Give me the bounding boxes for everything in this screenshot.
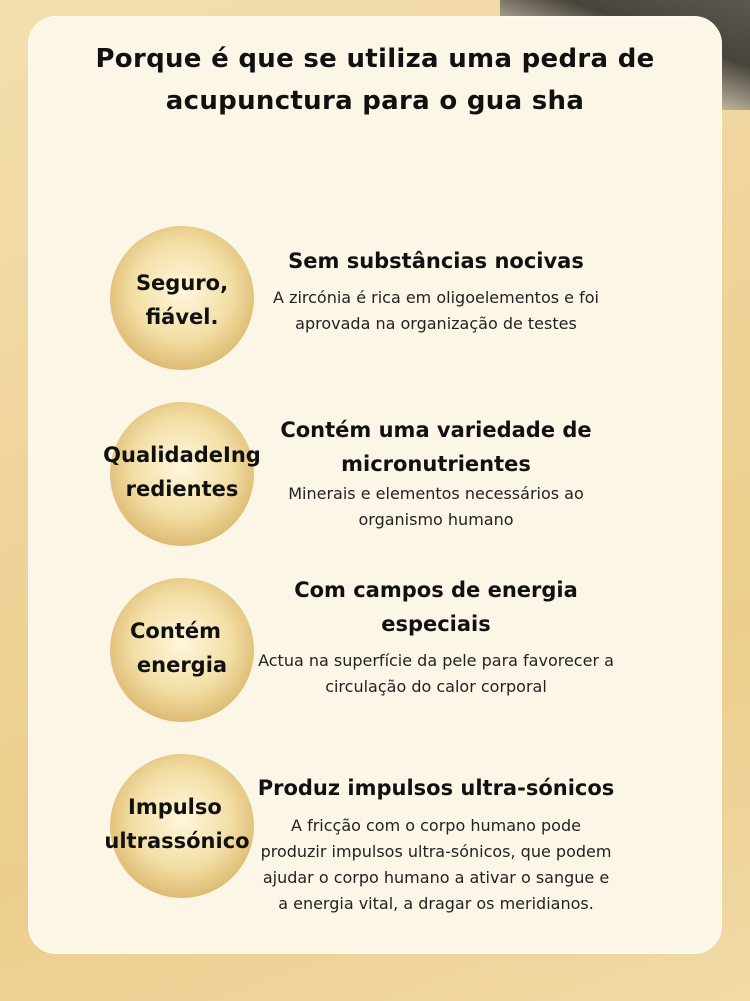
feature-description-line: A zircónia é rica em oligoelementos e foi xyxy=(273,288,599,307)
feature-description-line: Actua na superfície da pele para favorecer a xyxy=(258,651,614,670)
feature-description-line: organismo humano xyxy=(358,510,514,529)
badge-label-line: QualidadeIng xyxy=(103,443,261,467)
feature-description xyxy=(230,285,642,337)
feature-description-line: a energia vital, a dragar os meridianos. xyxy=(278,894,594,913)
feature-description-line: circulação do calor corporal xyxy=(325,677,547,696)
feature-heading xyxy=(250,413,622,481)
feature-heading-line: especiais xyxy=(381,612,491,636)
badge-label-line: Impulso xyxy=(128,795,222,819)
feature-heading-line: Produz impulsos ultra-sónicos xyxy=(257,776,615,800)
feature-description-line: produzir impulsos ultra-sónicos, que podem xyxy=(260,842,612,861)
badge-label-line: Seguro, xyxy=(135,271,229,295)
feature-heading-line: Com campos de energia xyxy=(294,578,578,602)
page-title-line-2: acupunctura para o gua sha xyxy=(165,86,585,116)
feature-description-line: A fricção com o corpo humano pode xyxy=(291,816,581,835)
feature-description-line: Minerais e elementos necessários ao xyxy=(288,484,584,503)
feature-description xyxy=(230,481,642,533)
feature-description-line: aprovada na organização de testes xyxy=(295,314,577,333)
page-title-line-1: Porque é que se utiliza uma pedra de xyxy=(95,44,655,74)
info-card xyxy=(28,16,722,954)
feature-heading xyxy=(250,244,622,278)
feature-description-line: ajudar o corpo humano a ativar o sangue e xyxy=(262,868,610,887)
badge-label-line: ultrassónico xyxy=(104,829,250,853)
feature-heading-line: Contém uma variedade de xyxy=(280,418,592,442)
feature-heading xyxy=(250,573,622,641)
feature-heading xyxy=(250,771,622,805)
feature-description xyxy=(230,813,642,917)
feature-description xyxy=(230,648,642,700)
feature-heading-line: micronutrientes xyxy=(341,452,531,476)
feature-heading-line: Sem substâncias nocivas xyxy=(288,249,584,273)
badge-label-line: redientes xyxy=(125,477,239,501)
badge-label-line: Contém xyxy=(130,619,221,643)
badge-label-line: energia xyxy=(136,653,228,677)
badge-label-line: fiável. xyxy=(145,305,219,329)
page-title xyxy=(28,38,722,122)
